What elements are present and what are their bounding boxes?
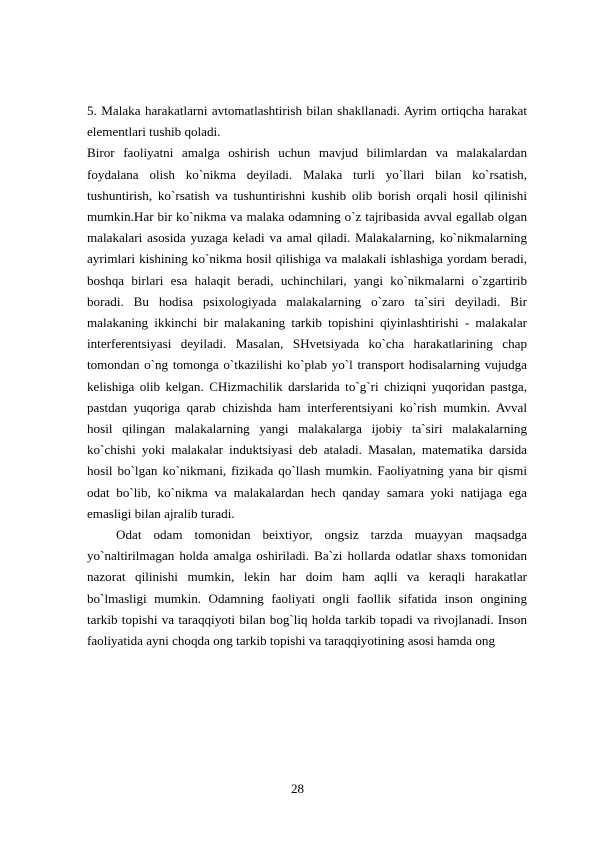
- paragraph: Odat odam tomonidan beixtiyor, ongsiz tarzda muayyan maqsadga yo`naltirilmagan holda amalga oshiriladi. Ba`zi hollarda odatlar shaxs tomonidan nazorat qilinishi mumkin, lekin har doim ham aqlli va keraqli harakatlar bo`lmasligi mumkin. Odamning faoliyati ongli faollik sifatida inson ongining tarkib topishi va taraqqiyoti bilan bog`liq holda tarkib topadi va rivojlanadi. Inson faoliyatida ayni choqda ong tarkib topishi va taraqqiyotining asosi hamda ong: [87, 527, 527, 649]
- body-text: [87, 100, 527, 651]
- page-number: 28: [290, 781, 305, 796]
- paragraph: 5. Malaka harakatlarni avtomatlashtirish bilan shakllanadi. Ayrim ortiqcha harakat elementlari tushib qoladi.: [87, 103, 527, 140]
- paragraph: Biror faoliyatni amalga oshirish uchun mavjud bilimlardan va malakalardan foydalana olish ko`nikma deyiladi. Malaka turli yo`llari bilan ko`rsatish, tushuntirish, ko`rsatish va tushuntirishni kushib olib borish orqali hosil qilinishi mumkin.Har bir ko`nikma va malaka odamning o`z tajribasida avval egallab olgan malakalari asosida yuzaga keladi va amal qiladi. Malakalarning, ko`nikmalarning ayrimlari kishining ko`nikma hosil qilishiga va malakali ishlashiga yordam beradi, boshqa birlari esa halaqit beradi, uchinchilari, yangi ko`nikmalarni o`zgartirib boradi. Bu hodisa psixologiyada malakalarning o`zaro ta`siri deyiladi. Bir malakaning ikkinchi bir malakaning tarkib topishini qiyinlashtirishi - malakalar interferentsiyasi deyiladi. Masalan, SHvetsiyada ko`cha harakatlarining chap tomondan o`ng tomonga o`tkazilishi ko`plab yo`l transport hodisalarning vujudga kelishiga olib kelgan. CHizmachilik darslarida to`g`ri chiziqni yuqoridan pastga, pastdan yuqoriga qarab chizishda ham interferentsiyani ko`rish mumkin. Avval hosil qilingan malakalarning yangi malakalarga ijobiy ta`siri malakalarning ko`chishi yoki malakalar induktsiyasi deb ataladi. Masalan, matematika darsida hosil bo`lgan ko`nikmani, fizikada qo`llash mumkin. Faoliyatning yana bir qismi odat bo`lib, ko`nikma va malakalardan hech qanday samara yoki natijaga ega emasligi bilan ajralib turadi.: [87, 145, 527, 521]
